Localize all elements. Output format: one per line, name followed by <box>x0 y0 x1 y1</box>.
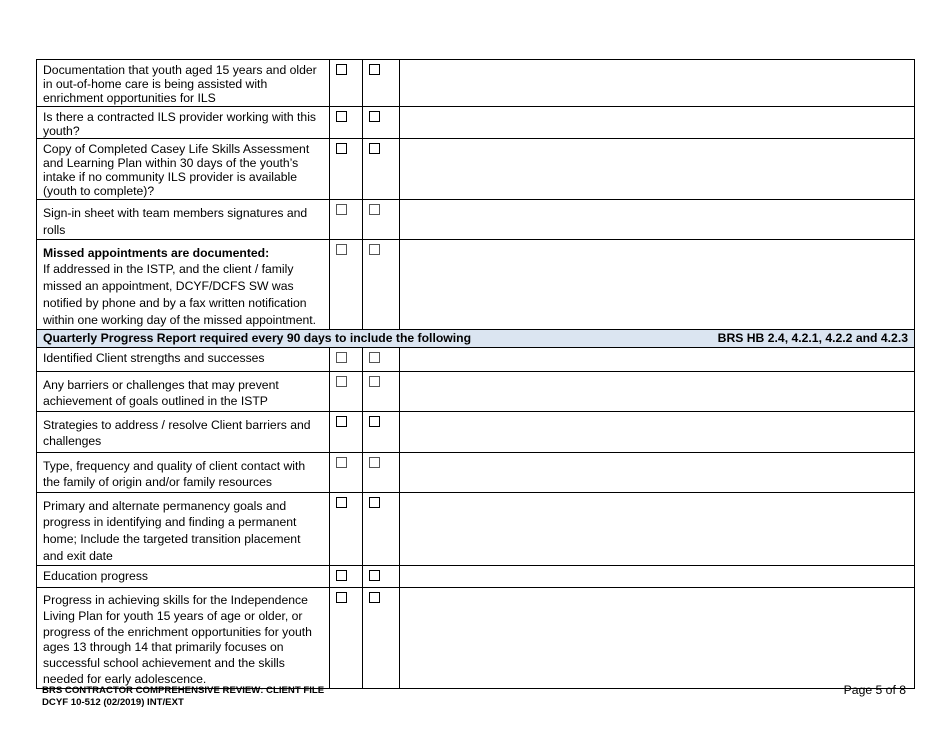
no-checkbox[interactable] <box>369 497 380 508</box>
row-description: Progress in achieving skills for the Independence Living Plan for youth 15 years of age or older, or progress of the enrichment opportunities for youth ages 13 through 14 that primarily focuses on successful school achievement and the skills needed for early adolescence. <box>37 587 330 688</box>
checklist-row <box>37 565 915 587</box>
comments-cell[interactable] <box>400 371 915 411</box>
row-description: Documentation that youth aged 15 years and older in out-of-home care is being assisted with enrichment opportunities for ILS <box>37 60 330 107</box>
no-checkbox[interactable] <box>369 143 380 154</box>
row-description: Identified Client strengths and successes <box>37 347 330 371</box>
comments-cell[interactable] <box>400 452 915 492</box>
row-description: Any barriers or challenges that may prevent achievement of goals outlined in the ISTP <box>37 371 330 411</box>
review-checklist-table <box>36 59 915 689</box>
row-description: Is there a contracted ILS provider working with this youth? <box>37 107 330 139</box>
comments-cell[interactable] <box>400 411 915 452</box>
section-header <box>37 329 915 347</box>
missed-appointments-heading: Missed appointments are documented: <box>43 245 270 260</box>
checklist-row <box>37 587 915 688</box>
comments-cell[interactable] <box>400 239 915 329</box>
comments-cell[interactable] <box>400 200 915 240</box>
section-reference: BRS HB 2.4, 4.2.1, 4.2.2 and 4.2.3 <box>717 330 908 345</box>
form-title: BRS CONTRACTOR COMPREHENSIVE REVIEW: CLIENT FILE <box>42 685 325 696</box>
comments-cell[interactable] <box>400 587 915 688</box>
page-number: Page 5 of 8 <box>843 683 906 697</box>
yes-checkbox[interactable] <box>336 204 347 215</box>
checklist-row <box>37 492 915 565</box>
yes-checkbox[interactable] <box>336 497 347 508</box>
no-checkbox[interactable] <box>369 592 380 603</box>
no-checkbox[interactable] <box>369 376 380 387</box>
row-description: Strategies to address / resolve Client barriers and challenges <box>37 411 330 452</box>
form-number: DCYF 10-512 (02/2019) INT/EXT <box>42 697 184 708</box>
yes-checkbox[interactable] <box>336 244 347 255</box>
comments-cell[interactable] <box>400 492 915 565</box>
no-checkbox[interactable] <box>369 570 380 581</box>
checklist-row <box>37 60 915 107</box>
yes-checkbox[interactable] <box>336 111 347 122</box>
comments-cell[interactable] <box>400 565 915 587</box>
comments-cell[interactable] <box>400 107 915 139</box>
no-checkbox[interactable] <box>369 204 380 215</box>
row-description: Education progress <box>37 565 330 587</box>
yes-checkbox[interactable] <box>336 143 347 154</box>
checklist-row <box>37 371 915 411</box>
no-checkbox[interactable] <box>369 64 380 75</box>
no-checkbox[interactable] <box>369 244 380 255</box>
no-checkbox[interactable] <box>369 111 380 122</box>
yes-checkbox[interactable] <box>336 416 347 427</box>
row-description: Type, frequency and quality of client contact with the family of origin and/or family resources <box>37 452 330 492</box>
yes-checkbox[interactable] <box>336 352 347 363</box>
no-checkbox[interactable] <box>369 416 380 427</box>
checklist-row <box>37 107 915 139</box>
section-header-row <box>37 329 915 347</box>
comments-cell[interactable] <box>400 347 915 371</box>
yes-checkbox[interactable] <box>336 376 347 387</box>
yes-checkbox[interactable] <box>336 457 347 468</box>
row-description: Primary and alternate permanency goals and progress in identifying and finding a permanent home; Include the targeted transition placement and exit date <box>37 492 330 565</box>
row-description: Sign-in sheet with team members signatures and rolls <box>37 200 330 240</box>
no-checkbox[interactable] <box>369 352 380 363</box>
checklist-row <box>37 239 915 329</box>
row-description <box>37 239 330 329</box>
yes-checkbox[interactable] <box>336 570 347 581</box>
no-checkbox[interactable] <box>369 457 380 468</box>
form-footer <box>42 685 324 709</box>
comments-cell[interactable] <box>400 139 915 200</box>
yes-checkbox[interactable] <box>336 592 347 603</box>
yes-checkbox[interactable] <box>336 64 347 75</box>
checklist-row <box>37 139 915 200</box>
checklist-row <box>37 200 915 240</box>
checklist-row <box>37 347 915 371</box>
row-description: Copy of Completed Casey Life Skills Assessment and Learning Plan within 30 days of the youth’s intake if no community ILS provider is available (youth to complete)? <box>37 139 330 200</box>
checklist-row <box>37 411 915 452</box>
missed-appointments-body: If addressed in the ISTP, and the client / family missed an appointment, DCYF/DCFS SW was notified by phone and by a fax written notification within one working day of the missed appointment. <box>43 262 317 327</box>
comments-cell[interactable] <box>400 60 915 107</box>
section-title: Quarterly Progress Report required every 90 days to include the following <box>43 330 472 345</box>
checklist-row <box>37 452 915 492</box>
